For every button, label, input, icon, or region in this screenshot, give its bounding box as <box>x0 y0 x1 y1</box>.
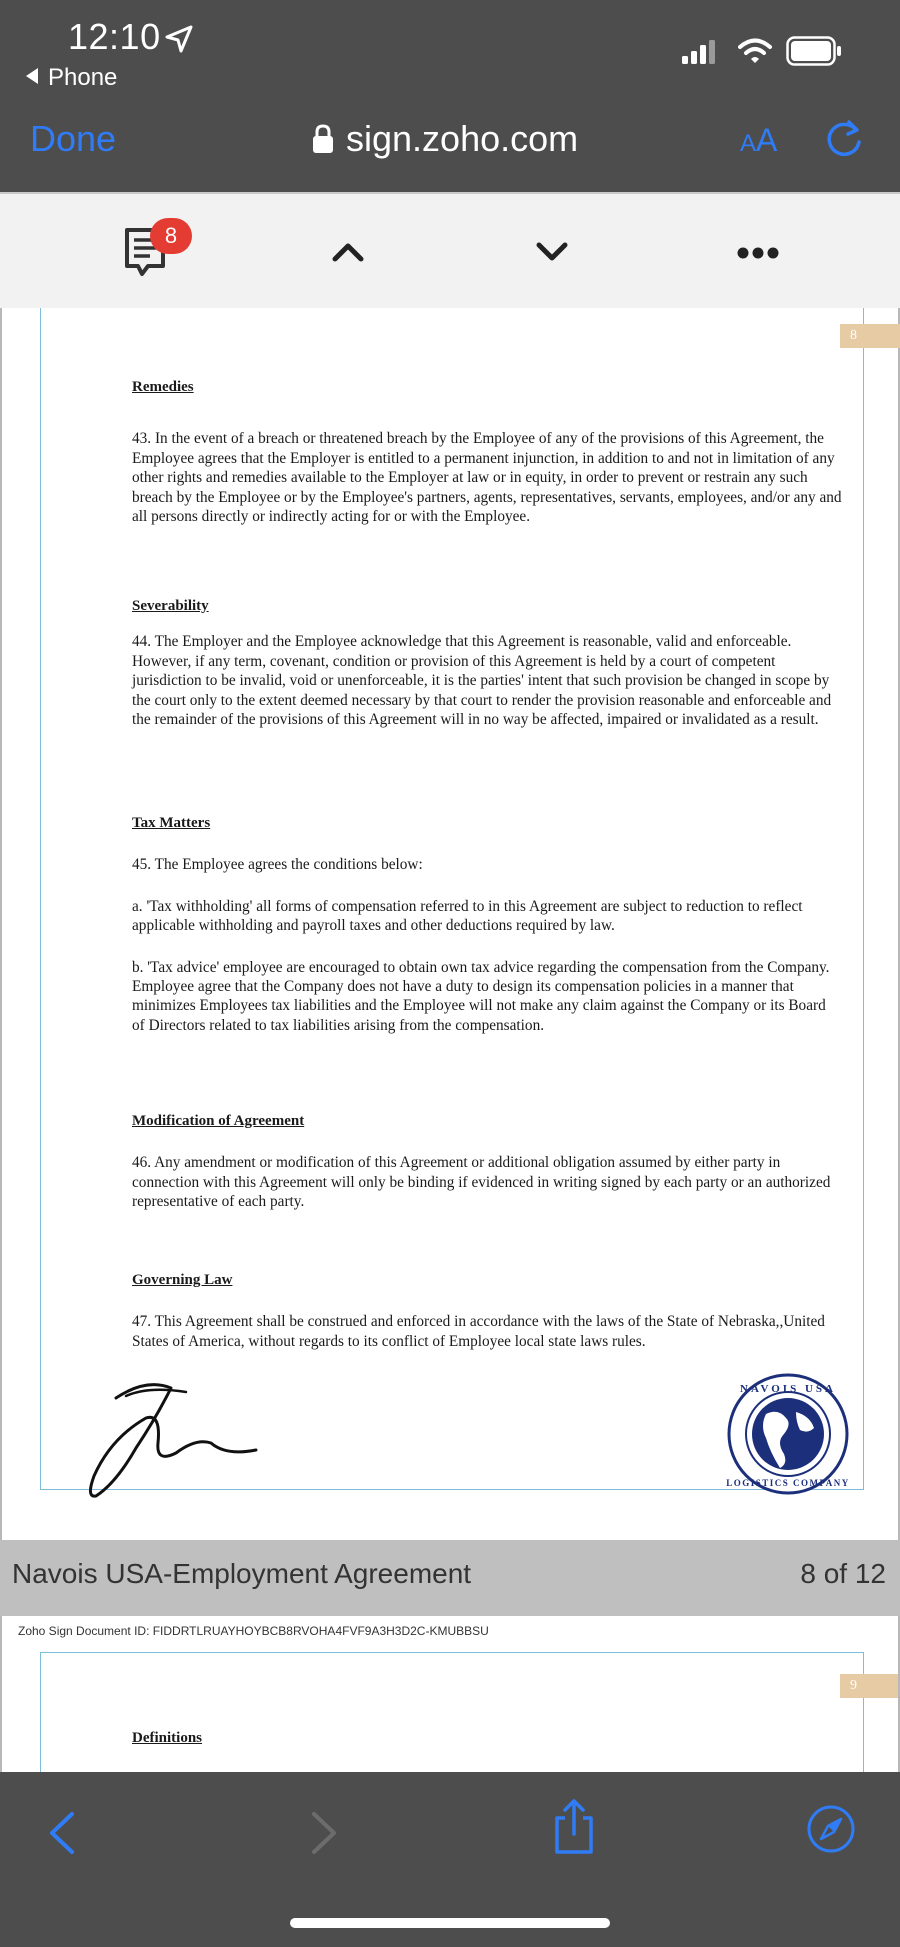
page-border <box>40 1652 864 1772</box>
section-heading: Remedies <box>132 379 194 395</box>
section-tax-matters <box>132 814 842 1035</box>
document-id: Zoho Sign Document ID: FIDDRTLRUAYHOYBCB8RVOHA4FVF9A3H3D2C-KMUBBSU <box>18 1624 489 1638</box>
section-text: 44. The Employer and the Employee acknowledge that this Agreement is reasonable, valid and enforceable. However, if any term, covenant, condition or provision of this Agreement is held by a court of competent jurisdiction to be invalid, void or unenforceable, it is the parties' intent that such provision be changed in scope by the court only to the extent deemed necessary by that court to render the provision reasonable and enforceable and the remainder of the provisions of this Agreement will in no way be affected, impaired or invalidated as a result. <box>132 633 832 729</box>
more-options-icon[interactable] <box>736 246 780 260</box>
chevron-up-icon[interactable] <box>332 242 364 262</box>
pdf-toolbar <box>0 192 900 308</box>
compass-icon[interactable] <box>806 1804 856 1854</box>
browser-bar <box>0 100 900 192</box>
forward-icon[interactable] <box>306 1808 342 1858</box>
page-indicator: 8 of 12 <box>800 1558 886 1589</box>
status-bar <box>0 0 900 100</box>
aa-large-label: A <box>756 122 778 158</box>
reader-text-size-button[interactable] <box>740 122 777 159</box>
document-title-bar <box>0 1540 900 1616</box>
section-heading-definitions: Definitions <box>132 1730 203 1746</box>
document-page <box>0 308 900 1540</box>
comments-count-badge: 8 <box>150 218 192 254</box>
back-icon[interactable] <box>44 1808 80 1858</box>
svg-text:LOGISTICS COMPANY: LOGISTICS COMPANY <box>726 1478 850 1488</box>
section-governing-law <box>132 1271 842 1351</box>
status-time: 12:10 <box>68 16 161 57</box>
section-text: 46. Any amendment or modification of this Agreement or additional obligation assumed by either party in connection with this Agreement will only be binding if evidenced in writing signed by each party or an authorized representative of each party. <box>132 1154 831 1211</box>
reload-icon[interactable] <box>822 118 866 162</box>
chevron-down-icon[interactable] <box>536 242 568 262</box>
back-triangle-icon <box>26 68 38 84</box>
section-modification <box>132 1112 842 1212</box>
bottom-toolbar <box>0 1772 900 1947</box>
section-severability <box>132 597 842 729</box>
company-seal <box>726 1372 850 1496</box>
section-text: 43. In the event of a breach or threatened breach by the Employee of any of the provisions of this Agreement, the Employee agrees that the Employer is entitled to a permanent injunction, in addition to and not in limitation of any other rights and remedies available to the Employer at law or in equity, in order to prevent or restrain any such breach by the Employee or by the Employee's partners, agents, representatives, servants, employees, and/or any and all persons directly or indirectly acting for or with the Employee. <box>132 430 842 526</box>
home-indicator[interactable] <box>290 1918 610 1928</box>
lock-icon <box>312 124 334 154</box>
location-arrow-icon <box>164 24 194 54</box>
section-text-b: b. 'Tax advice' employee are encouraged to obtain own tax advice regarding the compensation from the Company. Employee agree that the Company does not have a duty to design its compensation policies in a manner that minimizes Employees tax liabilities and the Employee will not make any claim against the Company or its Board of Directors related to tax liabilities arising from the compensation. <box>132 958 830 1034</box>
wifi-icon <box>738 38 772 64</box>
page-number-tag: 9 <box>840 1674 900 1698</box>
share-icon[interactable] <box>552 1798 596 1856</box>
next-document-page <box>0 1616 900 1772</box>
section-remedies <box>132 378 842 526</box>
document-title: Navois USA-Employment Agreement <box>12 1558 472 1589</box>
handwritten-signature <box>86 1378 276 1508</box>
section-text: 45. The Employee agrees the conditions below: <box>132 856 423 874</box>
section-heading: Tax Matters <box>132 815 211 831</box>
section-text-a: a. 'Tax withholding' all forms of compensation referred to in this Agreement are subject to reduction to reflect applicable withholding and payroll taxes and other deductions required by law. <box>132 897 803 935</box>
section-heading: Severability <box>132 598 209 614</box>
done-button[interactable]: Done <box>30 118 117 159</box>
url-bar[interactable] <box>312 118 578 160</box>
cellular-signal-icon <box>682 40 716 64</box>
aa-small-label: A <box>740 130 757 157</box>
page-number-tag: 8 <box>840 324 900 348</box>
svg-text:NAVOIS USA: NAVOIS USA <box>740 1383 836 1395</box>
section-heading: Governing Law <box>132 1272 233 1288</box>
section-text: 47. This Agreement shall be construed and enforced in accordance with the laws of the State of Nebraska,,United States of America, without regards to its conflict of Employee local state laws rules. <box>132 1313 825 1350</box>
url-text: sign.zoho.com <box>346 118 579 159</box>
back-to-app-link[interactable] <box>26 64 117 92</box>
back-app-label: Phone <box>48 64 118 91</box>
battery-icon <box>786 36 842 66</box>
section-heading: Modification of Agreement <box>132 1113 305 1129</box>
